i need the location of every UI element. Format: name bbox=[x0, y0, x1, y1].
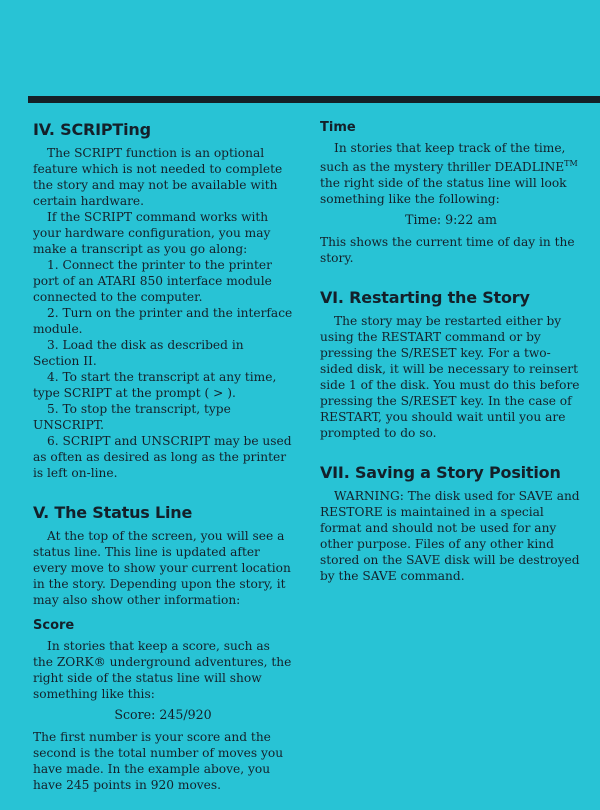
left-column bbox=[33, 120, 293, 793]
list-item: 1. Connect the printer to the printer port of an ATARI 850 interface module connected to the computer. bbox=[33, 258, 272, 304]
section-heading-saving: VII. Saving a Story Position bbox=[320, 463, 561, 483]
time-text-after: the right side of the status line will look something like the following: bbox=[320, 176, 567, 207]
list-item: 3. Load the disk as described in Section II. bbox=[33, 338, 244, 368]
right-column bbox=[320, 120, 582, 584]
subheading-time: Time bbox=[320, 120, 356, 135]
paragraph: The first number is your score and the second is the total number of moves you have made. In the example above, you have 245 points in 920 moves. bbox=[33, 730, 284, 792]
list-item: 6. SCRIPT and UNSCRIPT may be used as often as desired as long as the printer is left on-line. bbox=[33, 434, 292, 480]
time-example: Time: 9:22 am bbox=[405, 212, 497, 228]
paragraph: The story may be restarted either by using the RESTART command or by pressing the S/RESET key. For a two-sided disk, it will be necessary to reinsert side 1 of the disk. You must do this before pressing the S/RESET key. In the case of RESTART, you should wait until you are prompted to do so. bbox=[320, 314, 580, 441]
top-rule bbox=[28, 96, 600, 103]
section-heading-scripting: IV. SCRIPTing bbox=[33, 120, 151, 139]
subheading-score: Score bbox=[33, 618, 75, 633]
list-item: 2. Turn on the printer and the interface module. bbox=[33, 306, 293, 336]
paragraph: If the SCRIPT command works with your hardware configuration, you may make a transcript as you go along: bbox=[33, 210, 271, 256]
paragraph: At the top of the screen, you will see a status line. This line is updated after every move to show your current location in the story. Depending upon the story, it may also show other information: bbox=[33, 529, 291, 607]
section-heading-status-line: V. The Status Line bbox=[33, 503, 193, 522]
paragraph: The SCRIPT function is an optional feature which is not needed to complete the story and may not be available with certain hardware. bbox=[33, 146, 283, 208]
list-item: 4. To start the transcript at any time, type SCRIPT at the prompt ( > ). bbox=[33, 370, 277, 400]
paragraph: WARNING: The disk used for SAVE and RESTORE is maintained in a special format and should not be used for any other purpose. Files of any other kind stored on the SAVE disk will be destroyed by the SAVE command. bbox=[320, 489, 580, 584]
time-text-before: In stories that keep track of the time, such as the mystery thriller DEADLINE bbox=[320, 141, 566, 175]
paragraph: This shows the current time of day in the story. bbox=[320, 235, 575, 266]
score-example: Score: 245/920 bbox=[114, 707, 212, 722]
trademark: TM bbox=[564, 159, 578, 168]
section-heading-restarting: VI. Restarting the Story bbox=[320, 288, 530, 308]
paragraph bbox=[320, 140, 582, 207]
list-item: 5. To stop the transcript, type UNSCRIPT. bbox=[33, 402, 231, 432]
paragraph: In stories that keep a score, such as the ZORK® underground adventures, the right side of the status line will show something like this: bbox=[33, 639, 292, 701]
